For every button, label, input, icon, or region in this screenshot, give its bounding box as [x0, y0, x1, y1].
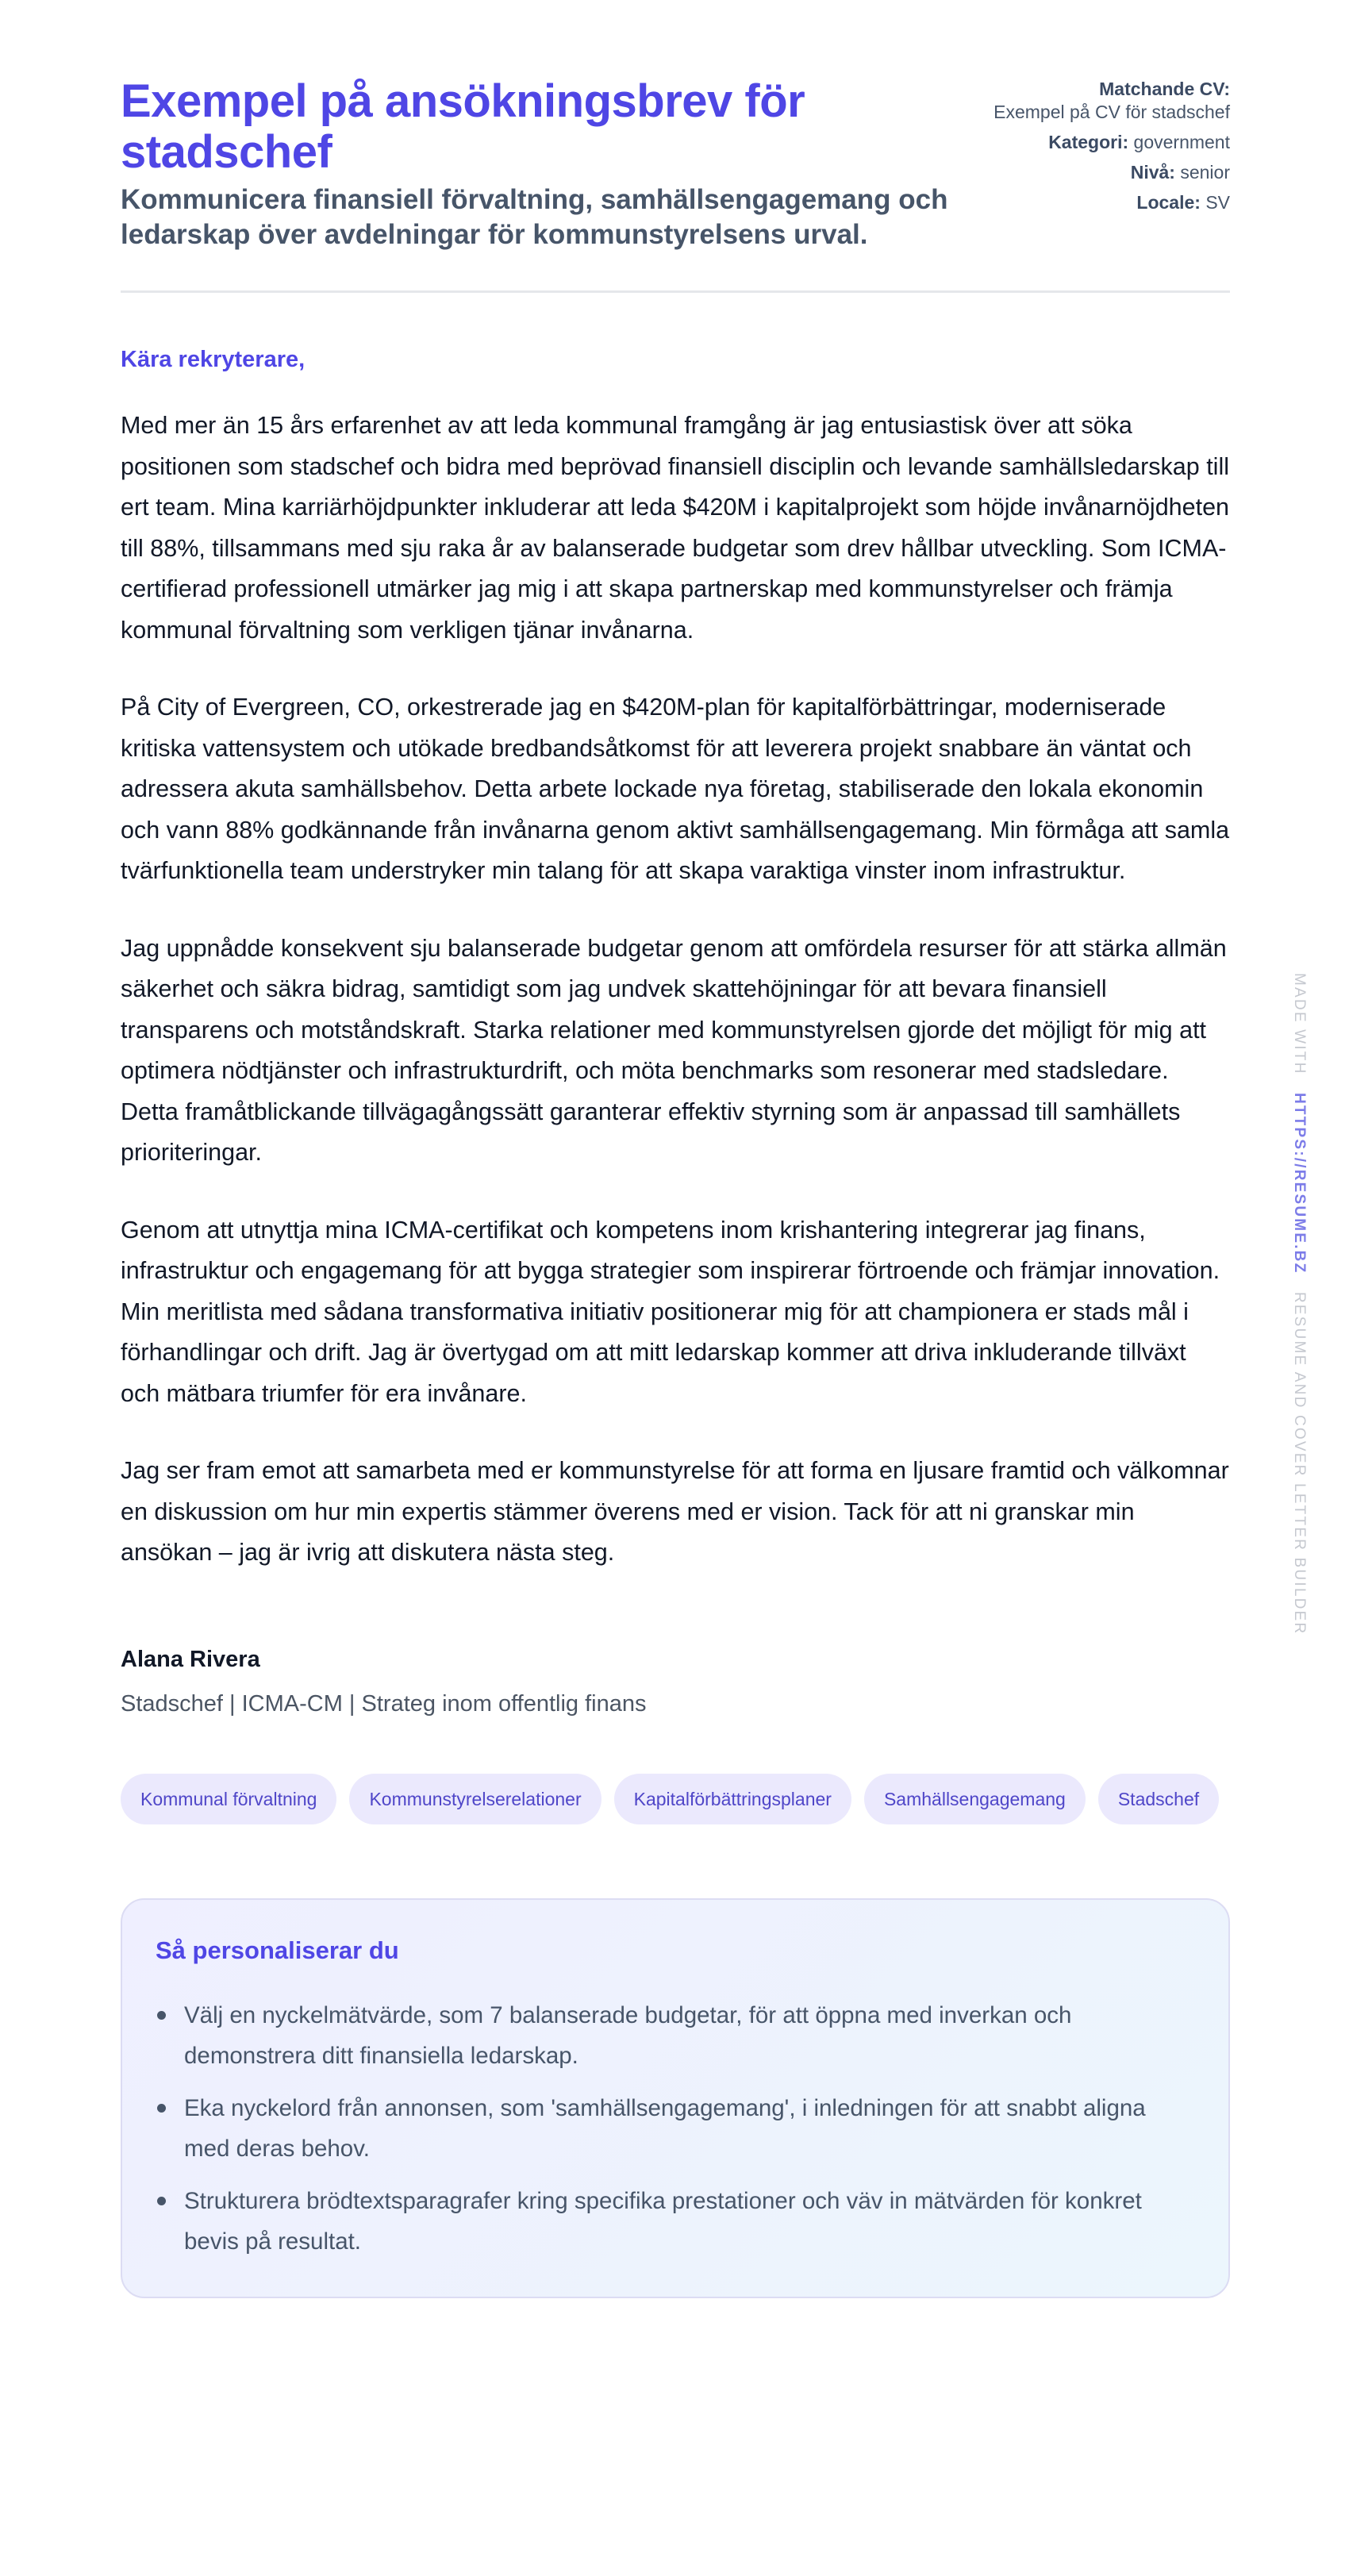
meta-category-label: Kategori: [1048, 132, 1129, 152]
bullet-icon [157, 2104, 166, 2113]
tips-list-item [156, 1995, 1195, 2076]
meta-level-label: Nivå: [1130, 162, 1175, 183]
meta-matching-cv-value: Exempel på CV för stadschef [993, 102, 1230, 122]
tips-list-item [156, 2181, 1195, 2262]
resume-bz-link[interactable]: HTTPS://RESUME.BZ [1291, 1092, 1308, 1275]
page-subtitle: Kommunicera finansiell förvaltning, samhällsengagemang och ledarskap över avdelningar för kommunstyrelsens urval. [121, 184, 948, 250]
header-titles [121, 76, 978, 252]
tips-list [156, 1995, 1195, 2262]
letter-paragraph: Genom att utnyttja mina ICMA-certifikat och kompetens inom krishantering integrerar jag finans, infrastruktur och engagemang för att bygga strategier som inspirerar förtroende och främjar innovation. Min meritlista med sådana transformativa initiativ positionerar mig för att championera er stads mål i förhandlingar och drift. Jag är övertygad om att mitt ledarskap kommer att driva inkluderande tillväxt och mätbara triumfer för era invånare. [121, 1216, 1220, 1407]
signature-block [121, 1644, 1230, 1720]
meta-matching-cv [992, 78, 1230, 124]
tips-item-text: Eka nyckelord från annonsen, som 'samhällsengagemang', i inledningen för att snabbt aligna med deras behov. [184, 2094, 1146, 2162]
meta-locale [992, 191, 1230, 214]
meta-level [992, 161, 1230, 184]
keyword-tags [121, 1774, 1230, 1824]
side-credit-suffix: RESUME AND COVER LETTER BUILDER [1291, 1291, 1308, 1636]
signature-title: Stadschef | ICMA-CM | Strateg inom offentlig finans [121, 1690, 647, 1717]
tips-list-item [156, 2088, 1195, 2169]
keyword-tag: Kommunal förvaltning [121, 1774, 336, 1824]
tips-title: Så personaliserar du [156, 1936, 399, 1964]
bullet-icon [157, 2011, 166, 2020]
letter-body [121, 344, 1230, 1574]
keyword-tag: Kommunstyrelserelationer [349, 1774, 601, 1824]
meta-level-value: senior [1180, 162, 1230, 183]
letter-greeting: Kära rekryterare, [121, 347, 306, 372]
side-credit-prefix: MADE WITH [1291, 973, 1308, 1075]
letter-paragraph: Jag ser fram emot att samarbeta med er kommunstyrelse för att forma en ljusare framtid och välkomnar en diskussion om hur min expertis stämmer överens med er vision. Tack för att ni granskar min ansökan – jag är ivrig att diskutera nästa steg. [121, 1457, 1229, 1566]
page-title: Exempel på ansökningsbrev för stadschef [121, 75, 805, 178]
letter-paragraph: På City of Evergreen, CO, orkestrerade jag en $420M-plan för kapitalförbättringar, moderniserade kritiska vattensystem och utökade bredbandsåtkomst för att leverera projekt snabbare än väntat och adressera akuta samhällsbehov. Detta arbete lockade nya företag, stabiliserade den lokala ekonomin och vann 88% godkännande från invånarna genom aktivt samhällsengagemang. Min förmåga att samla tvärfunktionella team understryker min talang för att skapa varaktiga vinster inom infrastruktur. [121, 694, 1230, 884]
meta-locale-label: Locale: [1136, 192, 1201, 213]
tips-item-text: Välj en nyckelmätvärde, som 7 balanserade budgetar, för att öppna med inverkan och demonstrera ditt finansiella ledarskap. [184, 2001, 1072, 2069]
letter-paragraph: Jag uppnådde konsekvent sju balanserade budgetar genom att omfördela resurser för att stärka allmän säkerhet och säkra bidrag, samtidigt som jag undvek skattehöjningar för att bevara finansiell transparens och motståndskraft. Starka relationer med kommunstyrelsen gjorde det möjligt för mig att optimera nödtjänster och infrastrukturdrift, och möta benchmarks som resonerar med stadsledare. Detta framåtblickande tillvägagångssätt garanterar effektiv styrning som är anpassad till samhällets prioriteringar. [121, 934, 1227, 1166]
personalization-tips-card [121, 1898, 1230, 2298]
meta-category-value: government [1133, 132, 1230, 152]
page-header [121, 76, 1230, 293]
meta-category [992, 131, 1230, 154]
meta-matching-cv-label: Matchande CV: [1099, 79, 1230, 99]
keyword-tag: Kapitalförbättringsplaner [614, 1774, 851, 1824]
bullet-icon [157, 2197, 166, 2205]
side-credit [1284, 973, 1308, 1635]
keyword-tag: Stadschef [1098, 1774, 1219, 1824]
meta-panel [992, 76, 1230, 221]
letter-paragraph: Med mer än 15 års erfarenhet av att leda kommunal framgång är jag entusiastisk över att söka positionen som stadschef och bidra med beprövad finansiell disciplin och levande samhällsledarskap till ert team. Mina karriärhöjdpunkter inkluderar att leda $420M i kapitalprojekt som höjde invånarnöjdheten till 88%, tillsammans med sju raka år av balanserade budgetar som drev hållbar utveckling. Som ICMA-certifierad professionell utmärker jag mig i att skapa partnerskap med kommunstyrelser och främja kommunal förvaltning som verkligen tjänar invånarna. [121, 412, 1229, 644]
tips-item-text: Strukturera brödtextsparagrafer kring specifika prestationer och väv in mätvärden för konkret bevis på resultat. [184, 2187, 1142, 2255]
meta-locale-value: SV [1205, 192, 1230, 213]
cover-letter-page [121, 76, 1230, 2298]
keyword-tag: Samhällsengagemang [864, 1774, 1086, 1824]
signature-name: Alana Rivera [121, 1646, 260, 1672]
